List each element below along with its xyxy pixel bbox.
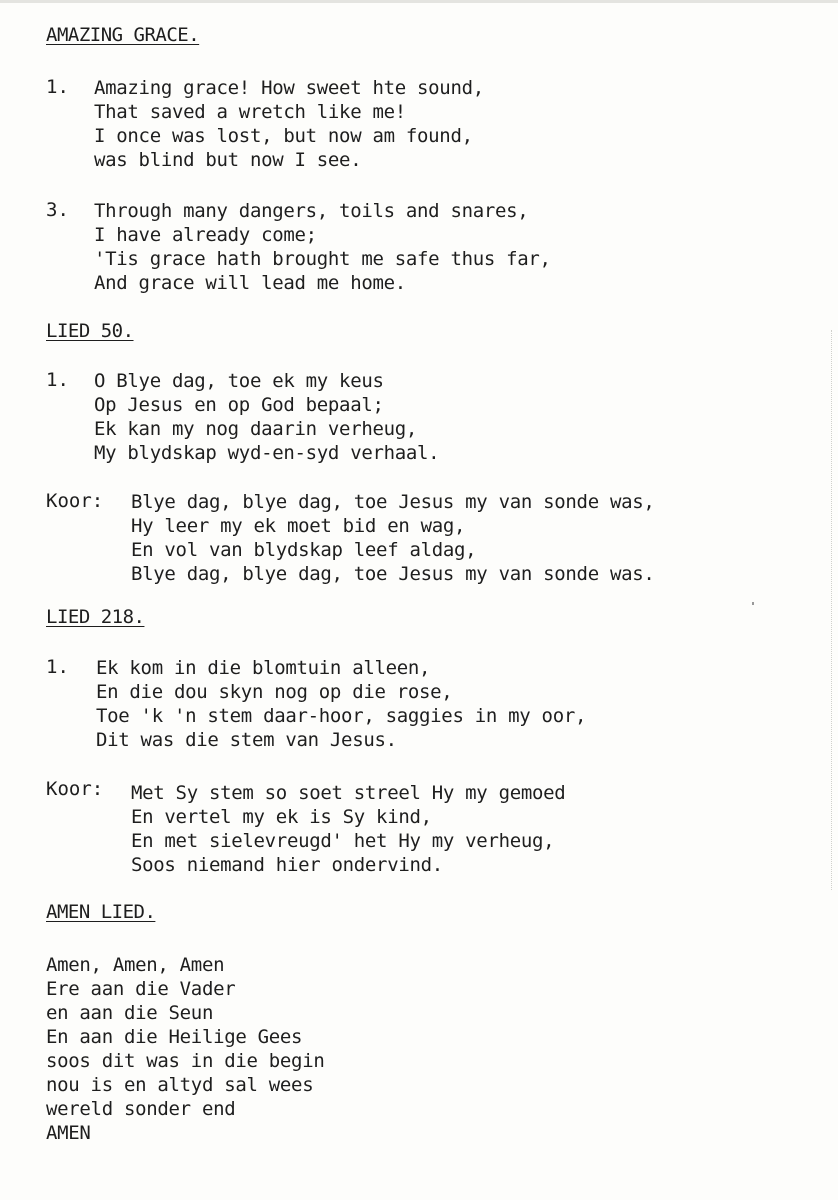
chorus-line: En met sielevreugd' het Hy my verheug,	[131, 830, 555, 852]
amen-line: nou is en altyd sal wees	[46, 1074, 314, 1096]
paper-speck	[752, 602, 754, 605]
verse-line: I once was lost, but now am found,	[94, 125, 473, 147]
verse-line: Through many dangers, toils and snares,	[94, 200, 529, 222]
paper-fold-mark	[830, 330, 832, 890]
verse-lines	[94, 199, 551, 295]
chorus-line: Met Sy stem so soet streel Hy my gemoed	[131, 782, 566, 804]
verse-line: Toe 'k 'n stem daar-hoor, saggies in my oor,	[96, 705, 587, 727]
amen-lines	[46, 953, 324, 1145]
verse-lines	[94, 369, 439, 465]
amen-line: Amen, Amen, Amen	[46, 954, 225, 976]
chorus-label: Koor:	[46, 490, 104, 512]
verse-line: Amazing grace! How sweet hte sound,	[94, 77, 484, 99]
verse-number: 1.	[46, 76, 69, 98]
amen-line: wereld sonder end	[46, 1098, 236, 1120]
hymn-title-lied-218: LIED 218.	[46, 606, 145, 628]
amen-line: AMEN	[46, 1122, 91, 1144]
paper-edge	[0, 0, 838, 3]
verse-line: I have already come;	[94, 224, 317, 246]
hymn-title-lied-50: LIED 50.	[46, 320, 134, 342]
amen-line: en aan die Seun	[46, 1002, 214, 1024]
chorus-line: Hy leer my ek moet bid en wag,	[131, 515, 466, 537]
verse-number: 3.	[46, 199, 69, 221]
chorus-lines	[131, 490, 655, 586]
verse-number: 1.	[46, 369, 69, 391]
chorus-line: Blye dag, blye dag, toe Jesus my van sonde was.	[131, 563, 655, 585]
verse-line: Dit was die stem van Jesus.	[96, 729, 397, 751]
verse-line: Ek kom in die blomtuin alleen,	[96, 657, 431, 679]
chorus-line: En vol van blydskap leef aldag,	[131, 539, 477, 561]
verse-lines	[94, 76, 484, 172]
hymn-title-amazing-grace: AMAZING GRACE.	[46, 24, 200, 46]
verse-line: Op Jesus en op God bepaal;	[94, 394, 384, 416]
amen-line: En aan die Heilige Gees	[46, 1026, 303, 1048]
chorus-line: Soos niemand hier ondervind.	[131, 854, 443, 876]
verse-line: That saved a wretch like me!	[94, 101, 406, 123]
hymn-title-amen-lied: AMEN LIED.	[46, 901, 156, 923]
verse-line: 'Tis grace hath brought me safe thus far,	[94, 248, 551, 270]
verse-line: My blydskap wyd-en-syd verhaal.	[94, 442, 440, 464]
chorus-line: Blye dag, blye dag, toe Jesus my van sonde was,	[131, 491, 655, 513]
verse-line: And grace will lead me home.	[94, 272, 406, 294]
verse-number: 1.	[46, 656, 69, 678]
verse-line: En die dou skyn nog op die rose,	[96, 681, 453, 703]
amen-line: soos dit was in die begin	[46, 1050, 325, 1072]
verse-lines	[96, 656, 586, 752]
verse-line: was blind but now I see.	[94, 149, 362, 171]
verse-line: Ek kan my nog daarin verheug,	[94, 418, 418, 440]
chorus-lines	[131, 781, 565, 877]
amen-line: Ere aan die Vader	[46, 978, 236, 1000]
chorus-label: Koor:	[46, 778, 104, 800]
chorus-line: En vertel my ek is Sy kind,	[131, 806, 432, 828]
verse-line: O Blye dag, toe ek my keus	[94, 370, 384, 392]
